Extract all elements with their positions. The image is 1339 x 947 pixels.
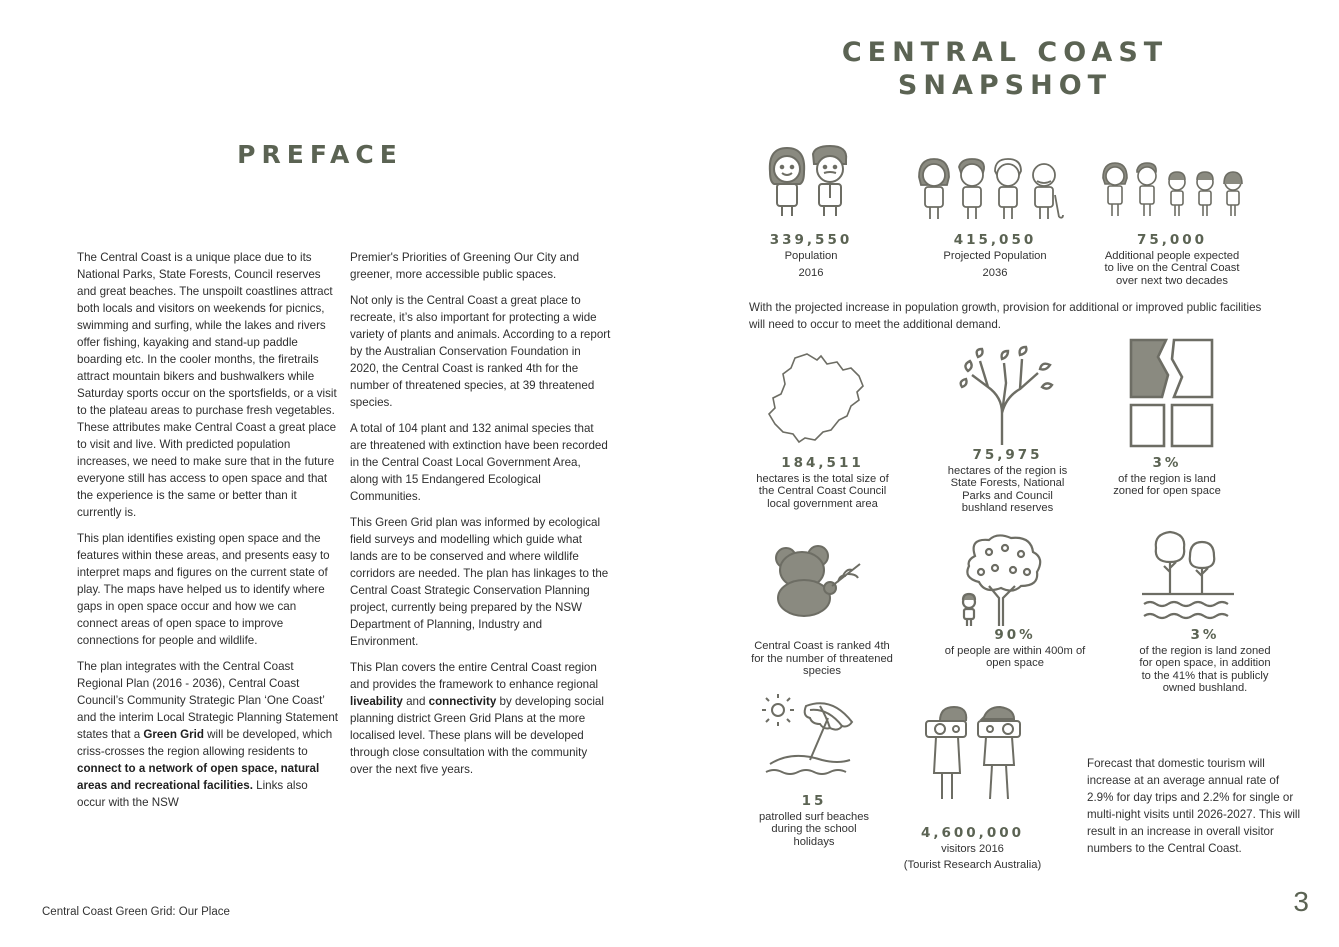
stat-label: over next two decades bbox=[1116, 274, 1228, 287]
preface-paragraph: A total of 104 plant and 132 animal species that are threatened with extinction have been recorded in the Central Coast Local Government Area, along with 15 Endangered Ecological Communities. bbox=[350, 422, 608, 503]
stat-value: 184,511 bbox=[781, 455, 864, 471]
stat-visitors bbox=[880, 827, 1065, 872]
preface-paragraph: The Central Coast is a unique place due to its National Parks, State Forests, Council reserves and great beaches. The unspoilt coastlines attract both locals and visitors on weekends for picnics, swimming and surfing, while the lakes and rivers offer fishing, kayaking and stand-up paddle boarding etc. In the cooler months, the firetrails attract mountain bikers and bushwalkers while Saturday sports occur on the sportsfields, or a visit to the plateau areas to purchase fresh vegetables. These attributes make Central Coast a great place to visit and live. With predicted population increases, we need to make sure that in the future everyone still has access to open space and that the experience is the same or better than it currently is. bbox=[77, 251, 337, 519]
stat-label: the Central Coast Council bbox=[758, 485, 887, 497]
family-group-icon bbox=[915, 155, 1065, 223]
stat-label: for the number of threatened bbox=[751, 652, 893, 665]
text-run: Links also occur with the NSW bbox=[77, 779, 308, 809]
preface-paragraph: This plan identifies existing open space and the features within these areas, and presents easy to interpret maps and figures on the current state of play. The maps have helped us to identify where gaps in open space occur and how we can connect areas of open space to improve connections for people and wildlife. bbox=[77, 532, 330, 647]
trees-water-icon bbox=[1140, 528, 1236, 624]
stat-within-400m bbox=[930, 629, 1100, 670]
stat-label: of people are within 400m of bbox=[944, 644, 1086, 657]
stat-label: species bbox=[803, 665, 841, 677]
stat-label: patrolled surf beaches bbox=[758, 810, 870, 823]
bold-text-liveability: liveability bbox=[350, 695, 403, 708]
stat-value: 415,050 bbox=[953, 232, 1037, 248]
stat-label: (Tourist Research Australia) bbox=[903, 859, 1042, 871]
couple-icon bbox=[760, 142, 855, 220]
stat-label: for open space, in addition bbox=[1139, 657, 1271, 669]
stat-label: Additional people expected bbox=[1104, 249, 1240, 262]
stat-label: State Forests, National bbox=[950, 477, 1065, 489]
stat-hectares-total bbox=[740, 457, 905, 510]
text-run: by developing social planning district Green Grid Plans at the more localised level. These plans will be developed through close consultation with the community over the next five years. bbox=[350, 695, 604, 776]
stat-label: open space bbox=[986, 657, 1044, 669]
stat-projected-population bbox=[920, 234, 1070, 280]
snapshot-title-line2: SNAPSHOT bbox=[897, 70, 1113, 101]
stat-label: of the region is land zoned bbox=[1139, 644, 1271, 657]
stat-label: Projected Population bbox=[943, 249, 1047, 262]
text-run: This Plan covers the entire Central Coast region and provides the framework to enhance regional bbox=[350, 661, 599, 691]
stat-land-zoned bbox=[1097, 457, 1237, 498]
stat-label: zoned for open space bbox=[1113, 485, 1221, 497]
snapshot-title bbox=[780, 36, 1230, 102]
stat-label: holidays bbox=[793, 835, 835, 848]
stat-hectares-forest bbox=[930, 449, 1085, 515]
preface-paragraph: Premier's Priorities of Greening Our City and greener, more accessible public spaces. bbox=[350, 251, 580, 281]
stat-label: 2036 bbox=[982, 267, 1008, 279]
stat-label: to the 41% that is publicly bbox=[1141, 669, 1269, 682]
stat-label: local government area bbox=[767, 497, 878, 510]
stat-label: Central Coast is ranked 4th bbox=[754, 640, 890, 652]
stat-value: 75,975 bbox=[972, 447, 1043, 463]
stat-value: 3% bbox=[1152, 455, 1182, 471]
preface-column-1 bbox=[77, 249, 339, 820]
stat-additional-people bbox=[1092, 234, 1252, 287]
fruit-tree-person-icon bbox=[955, 532, 1047, 630]
beach-umbrella-icon bbox=[762, 694, 858, 776]
tourists-camera-icon bbox=[922, 703, 1024, 803]
stat-threatened-species bbox=[738, 640, 906, 678]
stat-surf-beaches bbox=[740, 795, 888, 848]
land-parcels-icon bbox=[1128, 337, 1216, 449]
footer-doc-title: Central Coast Green Grid: Our Place bbox=[42, 906, 230, 918]
tree-branches-icon bbox=[958, 343, 1054, 447]
stat-label: owned bushland. bbox=[1162, 682, 1248, 694]
stat-zoned-bushland bbox=[1125, 629, 1285, 695]
stat-label: Parks and Council bbox=[962, 489, 1053, 502]
stat-value: 339,550 bbox=[769, 232, 853, 248]
additional-people-icon bbox=[1100, 160, 1250, 220]
stat-population bbox=[741, 234, 881, 280]
stat-value: 90% bbox=[994, 627, 1036, 643]
stat-value: 4,600,000 bbox=[920, 825, 1024, 841]
text-run: will be developed, which criss-crosses the region allowing residents to bbox=[77, 728, 333, 758]
bold-text-green-grid: Green Grid bbox=[143, 728, 204, 741]
preface-paragraph: Not only is the Central Coast a great place to recreate, it’s also important for protecting a wide variety of plants and animals. According to a report by the Australian Conservation Foundation in 2020, the Central Coast is ranked 4th for the number of threatened species, at 39 threatened species. bbox=[350, 294, 611, 409]
stat-value: 75,000 bbox=[1136, 232, 1208, 248]
page-number: 3 bbox=[1293, 886, 1309, 917]
region-map-icon bbox=[765, 350, 867, 446]
preface-paragraph: This Green Grid plan was informed by ecological field surveys and modelling which guide what lands are to be conserved and where wildlife corridors are needed. The plan has linkages to the Central Coast Strategic Conservation Planning project, currently being prepared by the NSW Department of Planning, Industry and Environment. bbox=[350, 516, 609, 648]
text-run: and bbox=[402, 695, 429, 708]
stat-label: hectares is the total size of bbox=[756, 472, 889, 485]
preface-paragraph bbox=[350, 659, 612, 778]
stat-label: hectares of the region is bbox=[947, 464, 1068, 477]
snapshot-title-line1: CENTRAL COAST bbox=[841, 37, 1169, 68]
text-run: The plan integrates with the Central Coast Regional Plan (2016 - 2036), Central Coast Council’s Community Strategic Plan ‘One Coast’ and the interim Local Strategic Planning Statement states that a bbox=[77, 660, 339, 741]
koala-icon bbox=[772, 542, 864, 618]
preface-column-2 bbox=[350, 249, 612, 787]
stat-label: during the school bbox=[771, 823, 857, 835]
stat-label: of the region is land bbox=[1118, 472, 1216, 485]
stat-label: Population bbox=[784, 249, 838, 262]
stat-value: 3% bbox=[1190, 627, 1220, 643]
stat-label: to live on the Central Coast bbox=[1104, 262, 1240, 274]
stat-value: 15 bbox=[801, 793, 827, 809]
stat-label: bushland reserves bbox=[961, 502, 1054, 514]
preface-title: PREFACE bbox=[237, 140, 403, 169]
bold-text-connectivity: connectivity bbox=[428, 695, 497, 708]
stat-label: 2016 bbox=[798, 267, 824, 279]
growth-note: With the projected increase in population growth, provision for additional or improved public facilities will need to occur to meet the additional demand. bbox=[749, 301, 1262, 331]
preface-paragraph bbox=[77, 658, 339, 811]
bold-text-connect: connect to a network of open space, natural areas and recreational facilities. bbox=[77, 762, 320, 792]
stat-label: visitors 2016 bbox=[941, 842, 1004, 855]
tourism-note: Forecast that domestic tourism will increase at an average annual rate of 2.9% for day trips and 2.2% for single or multi-night visits until 2026-2027. This will result in an increase in overall visitor numbers to the Central Coast. bbox=[1087, 757, 1301, 855]
